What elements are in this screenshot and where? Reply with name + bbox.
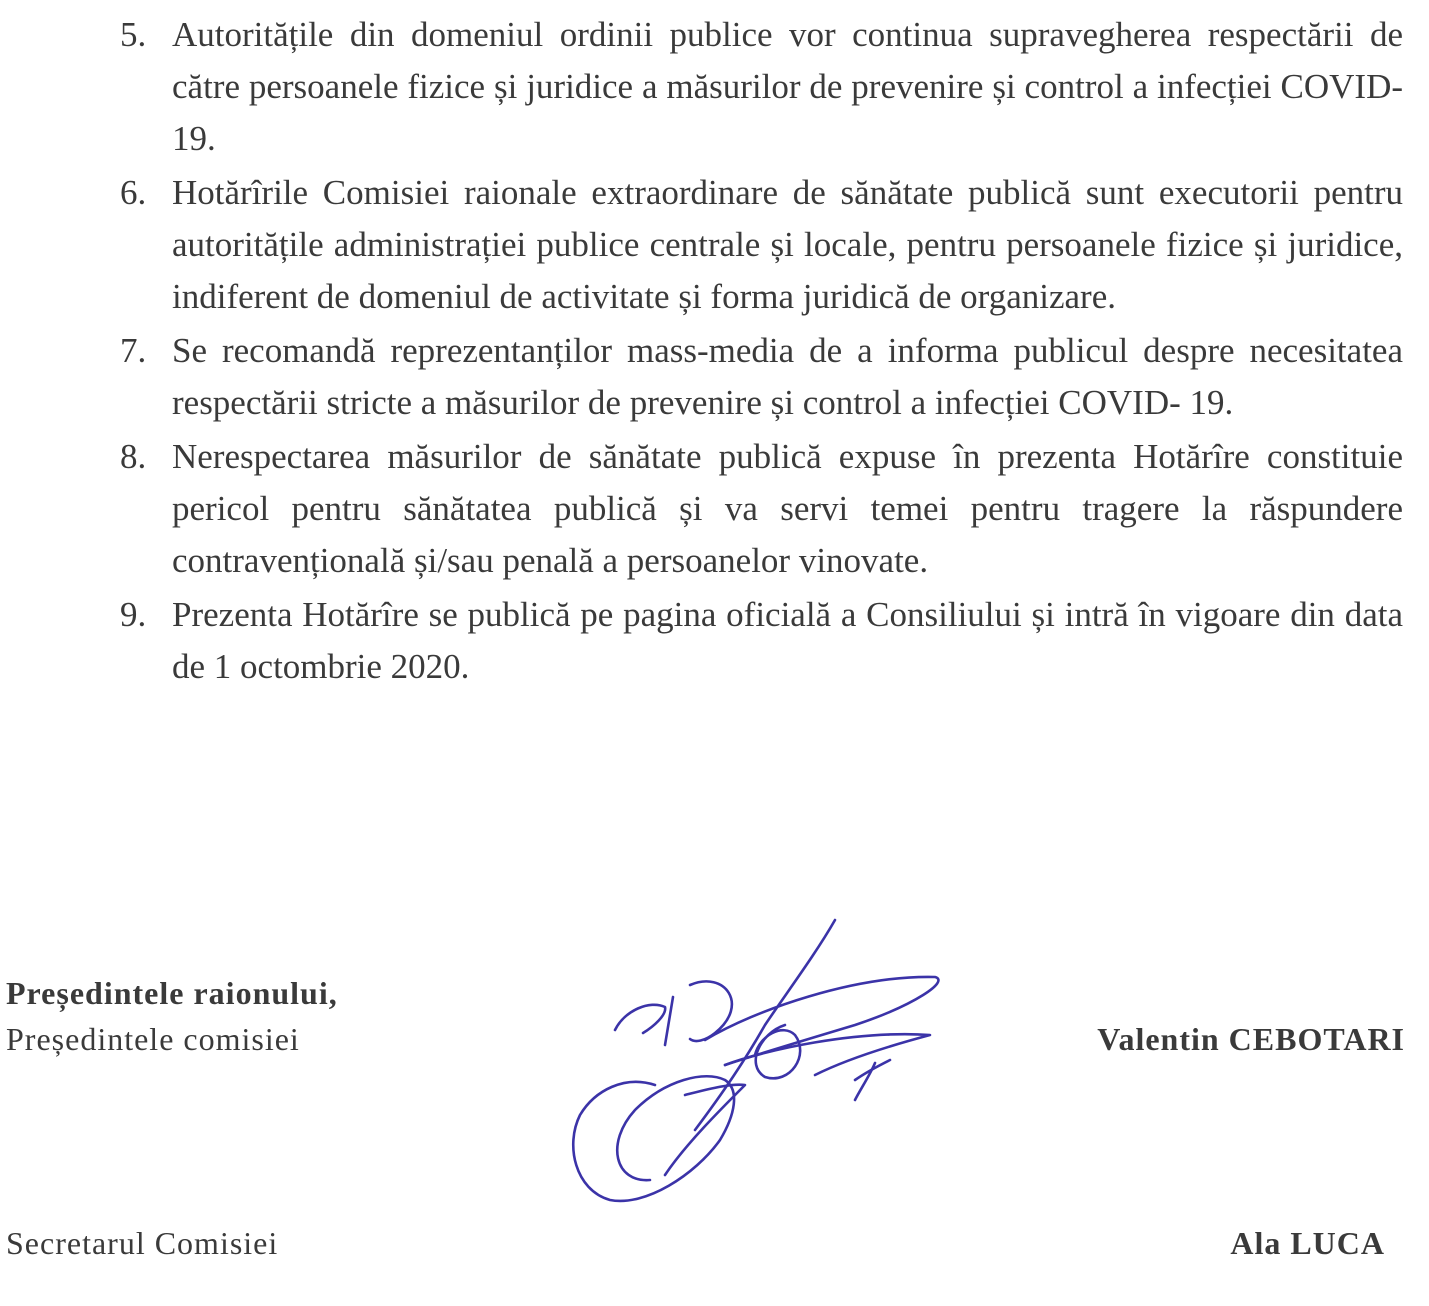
- item-number: 8.: [120, 437, 147, 476]
- handwritten-signature: [555, 915, 955, 1215]
- item-number: 5.: [120, 15, 147, 54]
- president-title: Președintele raionului,: [6, 975, 338, 1011]
- list-item-6: [120, 167, 1403, 323]
- decision-list: [120, 9, 1403, 695]
- commission-title: Președintele comisiei: [6, 1021, 300, 1057]
- item-text: Hotărîrile Comisiei raionale extraordinare de sănătate publică sunt executorii pentru autoritățile administrației publice centrale și locale, pentru persoanele fizice și juridice, indiferent de domeniul de activitate și forma juridică de organizare.: [172, 173, 1403, 316]
- list-item-7: [120, 325, 1403, 429]
- secretary-name: Ala LUCA: [1230, 1225, 1385, 1261]
- secretary-title: Secretarul Comisiei: [6, 1225, 279, 1261]
- item-text: Autoritățile din domeniul ordinii publice vor continua supravegherea respectării de către persoanele fizice și juridice a măsurilor de prevenire și control a infecției COVID-19.: [172, 15, 1403, 158]
- item-text: Nerespectarea măsurilor de sănătate publică expuse în prezenta Hotărîre constituie pericol pentru sănătatea publică și va servi temei pentru tragere la răspundere contravențională și/sau penală a persoanelor vinovate.: [172, 437, 1403, 580]
- list-item-5: [120, 9, 1403, 165]
- signature-stroke: [665, 997, 673, 1045]
- signature-stroke: [665, 1085, 745, 1175]
- item-number: 7.: [120, 331, 147, 370]
- list-item-8: [120, 431, 1403, 587]
- signature-stroke: [615, 1005, 665, 1033]
- item-number: 9.: [120, 595, 147, 634]
- signature-stroke: [690, 981, 732, 1041]
- signature-stroke: [695, 920, 835, 1130]
- signature-stroke: [573, 1076, 734, 1201]
- signature-stroke: [705, 977, 938, 1065]
- item-text: Se recomandă reprezentanților mass-media de a informa publicul despre necesitatea respectării stricte a măsurilor de prevenire și control a infecției COVID- 19.: [172, 331, 1403, 422]
- president-name: Valentin CEBOTARI: [1097, 1021, 1405, 1057]
- list-item-9: [120, 589, 1403, 693]
- signature-stroke: [855, 1060, 890, 1080]
- item-number: 6.: [120, 173, 147, 212]
- item-text: Prezenta Hotărîre se publică pe pagina oficială a Consiliului și intră în vigoare din data de 1 octombrie 2020.: [172, 595, 1403, 686]
